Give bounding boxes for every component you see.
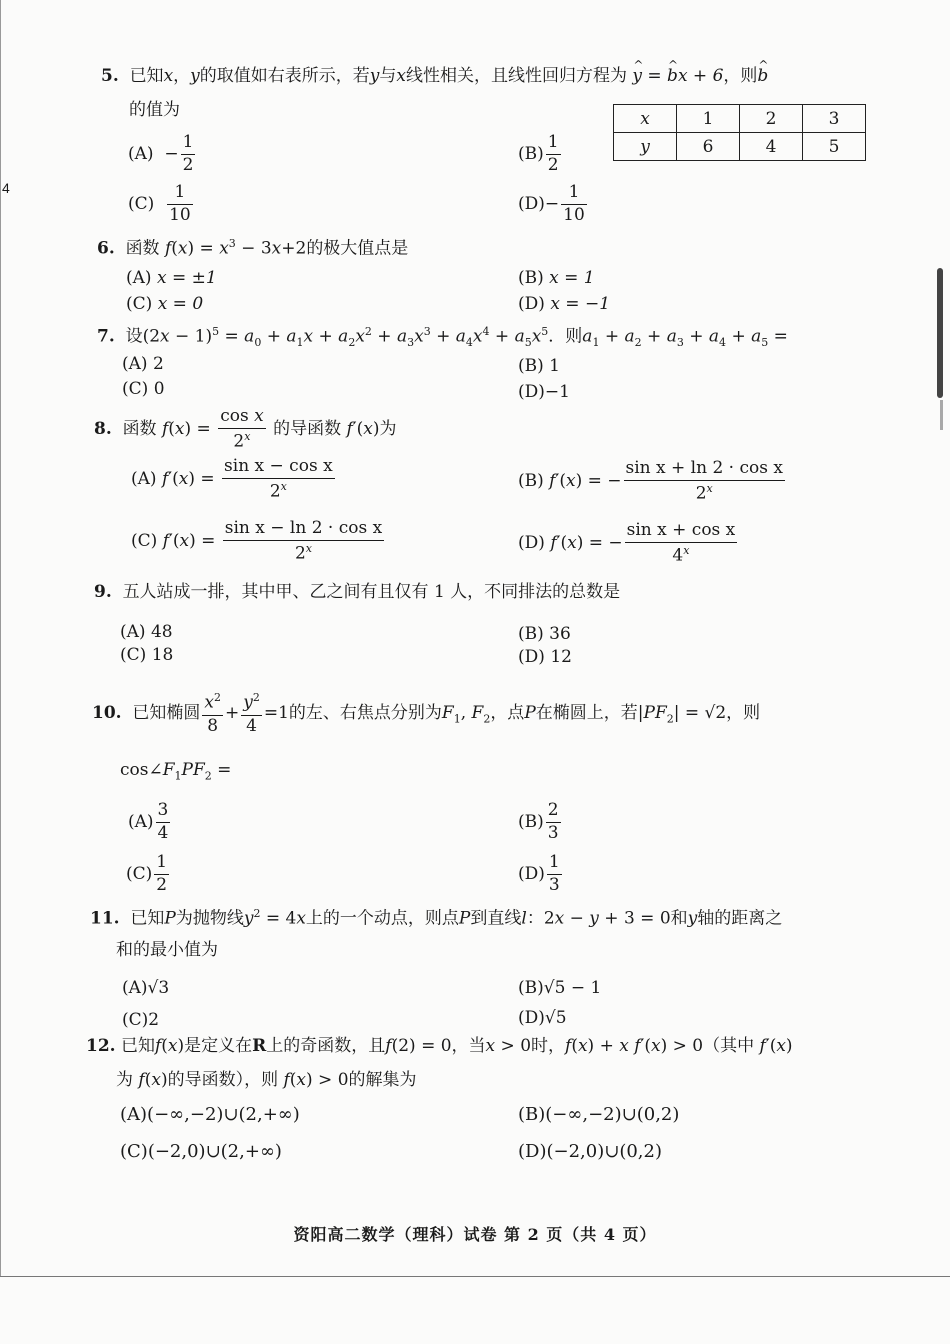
fraction: $\frac{1}{3}$ — [548, 852, 560, 895]
question-number: 10. — [92, 703, 122, 724]
stem-text: 的取值如右表所示，若 — [199, 66, 370, 86]
option-d[interactable]: (D)−1 — [518, 382, 570, 402]
table-cell: 3 — [803, 105, 866, 133]
question-10-stem-line2: $\cos\angle F_1PF_2$ = — [120, 760, 232, 783]
stem-text: ，当 — [451, 1036, 486, 1056]
option-text: 48 — [150, 622, 173, 642]
option-a[interactable]: (A) x = ±1 — [126, 268, 217, 288]
option-text: x = 1 — [549, 268, 595, 288]
option-d[interactable]: (D) f′(x) = − $\frac{\text{sin x + cos x}}{4^x}$ — [518, 520, 736, 566]
option-b[interactable]: (B) f′(x) = − $\frac{\text{sin x + ln 2 · cos x}}{2^x}$ — [518, 458, 783, 504]
option-a[interactable]: (A)√3 — [122, 978, 170, 998]
stem-text: 五人站成一排，其中甲、乙之间有且仅有 1 人，不同排法的总数是 — [122, 582, 621, 602]
question-5-stem: 5. 已知x，y的取值如右表所示，若y与x线性相关，且线性回归方程为 ^ y = ^ bx + 6，则^ b — [101, 68, 768, 85]
option-d[interactable]: (D)(−2,0)∪(0,2) — [518, 1141, 662, 1162]
math-inline: y — [190, 66, 200, 86]
fraction: $\frac{\text{sin x − cos x}}{2^x}$ — [224, 456, 333, 502]
question-11-stem-line2: 和的最小值为 — [116, 940, 218, 960]
option-text: 2 — [148, 1010, 160, 1030]
fraction: $\frac{1}{2}$ — [182, 132, 194, 175]
option-c[interactable]: (C) f′(x) = $\frac{\text{sin x − ln 2 · cos x}}{2^x}$ — [131, 518, 383, 564]
option-text: 1 — [549, 356, 560, 376]
option-text: x = ±1 — [156, 268, 217, 288]
stem-text: 已知 — [129, 66, 164, 86]
question-number: 11. — [90, 908, 120, 929]
stem-text: ，则 — [723, 66, 758, 86]
table-row — [614, 105, 866, 133]
scan-bottom-border — [0, 1276, 950, 1277]
option-d[interactable]: (D) $\frac{1}{3}$ — [518, 852, 560, 895]
math-inline: ^ b — [757, 68, 768, 85]
fraction: $\frac{3}{4}$ — [157, 800, 169, 843]
option-text: 36 — [549, 624, 571, 644]
option-d[interactable] — [518, 184, 589, 225]
option-b[interactable]: (B)√5 − 1 — [518, 978, 602, 998]
option-c[interactable] — [128, 184, 195, 225]
option-label: (A) — [128, 143, 154, 164]
question-8-stem: 8. 函数 f(x) = $\frac{\text{cos x}}{2^x}$ 的导函数 f′(x)为 — [94, 406, 397, 452]
option-text: (−∞,−2)∪(2,+∞) — [147, 1104, 300, 1125]
fraction: $\frac{\text{sin x + cos x}}{4^x}$ — [626, 520, 736, 566]
option-a[interactable]: (A)(−∞,−2)∪(2,+∞) — [120, 1104, 300, 1125]
question-number: 12. — [86, 1036, 116, 1056]
option-text: x = −1 — [550, 294, 611, 314]
option-c[interactable]: (C) x = 0 — [126, 294, 204, 314]
stem-text: ： — [526, 908, 544, 929]
stem-text: 的导函数 — [273, 419, 342, 440]
option-text: 0 — [153, 379, 165, 399]
function-definition: f — [164, 238, 172, 259]
stem-text: 线性相关，且线性回归方程为 — [405, 66, 627, 86]
option-c[interactable]: (C)2 — [122, 1010, 160, 1030]
question-12-stem-line2: 为 f(x)的导函数），则 f(x) > 0的解集为 — [116, 1070, 417, 1090]
option-a[interactable]: (A) 2 — [122, 354, 164, 374]
option-label: (D) — [518, 193, 545, 214]
stem-text: 的极大值点是 — [306, 238, 409, 259]
question-number: 5. — [101, 66, 119, 86]
fraction: $\frac{\text{cos x}}{2^x}$ — [220, 406, 264, 452]
stem-text: 上的一个动点，则点 — [305, 908, 459, 929]
table-cell: 6 — [677, 133, 740, 161]
stem-text: 已知 — [130, 908, 165, 929]
option-b[interactable]: (B) $\frac{2}{3}$ — [518, 800, 559, 843]
option-text: (−2,0)∪(2,+∞) — [147, 1141, 282, 1162]
option-text: 12 — [550, 647, 572, 667]
stem-text: 的解集为 — [348, 1070, 417, 1090]
option-c[interactable]: (C) $\frac{1}{2}$ — [126, 852, 168, 895]
stem-text: 上的奇函数，且 — [266, 1036, 386, 1056]
page-footer: 资阳高二数学（理科）试卷 第 2 页（共 4 页） — [293, 1225, 657, 1244]
option-a[interactable]: (A) f′(x) = $\frac{\text{sin x − cos x}}{2^x}$ — [131, 456, 333, 502]
stem-text: 是定义在 — [184, 1036, 253, 1056]
option-text: x = 0 — [157, 294, 204, 314]
stem-text: 时， — [531, 1036, 566, 1056]
option-b[interactable] — [518, 134, 563, 175]
option-sign: − — [544, 193, 560, 214]
stem-text: 在椭圆上，若 — [535, 703, 638, 724]
stem-text: 的导函数），则 — [167, 1070, 279, 1090]
table-header-cell: y — [614, 133, 677, 161]
option-text: 18 — [151, 645, 174, 665]
option-b[interactable]: (B) 1 — [518, 356, 560, 376]
question-number: 7. — [97, 326, 115, 347]
question-5-stem-line2: 的值为 — [129, 100, 180, 120]
option-text: √5 — [544, 1008, 567, 1028]
fraction: $\frac{1}{2}$ — [156, 852, 168, 895]
option-text: 2 — [152, 354, 164, 374]
stem-text: 函数 — [122, 419, 157, 440]
question-11-stem: 11. 已知P为抛物线$y^2 = 4x$上的一个动点，则点P到直线l：2x − y + 3 = 0和y轴的距离之 — [90, 907, 783, 929]
option-a[interactable] — [128, 134, 197, 175]
option-label: (B) — [518, 143, 544, 164]
table-cell: 4 — [740, 133, 803, 161]
fraction: $\frac{\text{sin x + ln 2 · cos x}}{2^x}$ — [625, 458, 783, 504]
table-header-cell: x — [614, 105, 677, 133]
option-sign: − — [164, 143, 179, 164]
xy-value-table — [613, 104, 866, 161]
table-row — [614, 133, 866, 161]
option-d[interactable]: (D) 12 — [518, 647, 572, 667]
math-inline: x — [396, 66, 406, 86]
option-c[interactable]: (C) 18 — [120, 645, 174, 665]
option-text: (−∞,−2)∪(0,2) — [545, 1104, 680, 1125]
stem-text: 为 — [379, 419, 397, 440]
option-c[interactable]: (C) 0 — [122, 379, 165, 399]
math-inline: y — [369, 66, 380, 86]
option-label: (C) — [128, 193, 155, 214]
stem-text: （其中 — [703, 1036, 755, 1056]
fraction: $\frac{y^2}{4}$ — [243, 691, 260, 736]
stem-text: ，点 — [490, 703, 525, 724]
table-cell: 2 — [740, 105, 803, 133]
math-inline: x — [163, 66, 174, 86]
option-d[interactable]: (D)√5 — [518, 1008, 567, 1028]
question-number: 6. — [97, 238, 115, 259]
option-d[interactable]: (D) x = −1 — [518, 294, 611, 314]
fraction: $\frac{1}{10}$ — [563, 182, 585, 225]
stem-text: 轴的距离之 — [697, 908, 783, 929]
stem-text: 的左、右焦点分别为 — [288, 703, 442, 724]
option-a[interactable]: (A) 48 — [120, 622, 173, 642]
stem-text: 已知 — [120, 1036, 155, 1056]
stem-text: ，则 — [726, 703, 761, 724]
question-10-stem: 10. 已知椭圆 $\frac{x^2}{8}$ + $\frac{y^2}{4}$ =1的左、右焦点分别为$F_1$, $F_2$，点P在椭圆上，若$|PF_2| = √2$，则 — [92, 691, 761, 736]
option-text: √5 − 1 — [543, 978, 602, 998]
question-12-stem: 12. 已知f(x)是定义在R上的奇函数，且f(2) = 0，当x > 0时，f(x) + x f′(x) > 0（其中 f′(x) — [86, 1036, 793, 1056]
stem-text: ．则 — [548, 326, 583, 347]
stem-text: 到直线 — [470, 908, 522, 929]
option-b[interactable]: (B)(−∞,−2)∪(0,2) — [518, 1104, 680, 1125]
edge-mark: 4 — [2, 180, 10, 196]
scan-left-border — [0, 0, 1, 1276]
stem-text: 为抛物线 — [175, 908, 244, 929]
stem-text: 为 — [116, 1070, 133, 1090]
option-text: √3 — [147, 978, 170, 998]
table-cell: 5 — [803, 133, 866, 161]
question-6-stem: 6. 函数 $f(x) = x^3 - 3x+2$的极大值点是 — [97, 237, 409, 259]
fraction: $\frac{2}{3}$ — [547, 800, 559, 843]
question-7-stem: 7. 设$(2x - 1)^5 = a_0 + a_1x + a_2x^2 + a_3x^3 + a_4x^4 + a_5x^5$．则$a_1 + a_2 + a_3 + a_4 + a_5$ = — [97, 325, 788, 350]
fraction: $\frac{x^2}{8}$ — [204, 691, 221, 736]
option-b[interactable]: (B) 36 — [518, 624, 571, 644]
fraction: $\frac{1}{2}$ — [547, 132, 559, 175]
scan-streak — [937, 268, 943, 398]
regression-equation: ^ y = ^ bx + 6 — [632, 66, 723, 86]
stem-text: 和 — [670, 908, 688, 929]
option-text: −1 — [544, 382, 570, 402]
stem-text: 函数 — [125, 238, 160, 259]
question-9-stem — [94, 584, 620, 601]
question-number: 8. — [94, 419, 112, 440]
fraction: $\frac{\text{sin x − ln 2 · cos x}}{2^x}$ — [224, 518, 383, 564]
option-b[interactable]: (B) x = 1 — [518, 268, 595, 288]
table-cell: 1 — [677, 105, 740, 133]
question-number: 9. — [94, 582, 112, 602]
stem-text: 与 — [379, 66, 397, 86]
option-c[interactable]: (C)(−2,0)∪(2,+∞) — [120, 1141, 282, 1162]
scan-streak — [940, 400, 943, 430]
option-text: (−2,0)∪(0,2) — [546, 1141, 662, 1162]
option-a[interactable]: (A) $\frac{3}{4}$ — [128, 800, 169, 843]
stem-text: 已知椭圆 — [132, 703, 201, 724]
fraction: $\frac{1}{10}$ — [169, 182, 191, 225]
stem-text: 设 — [125, 326, 143, 347]
